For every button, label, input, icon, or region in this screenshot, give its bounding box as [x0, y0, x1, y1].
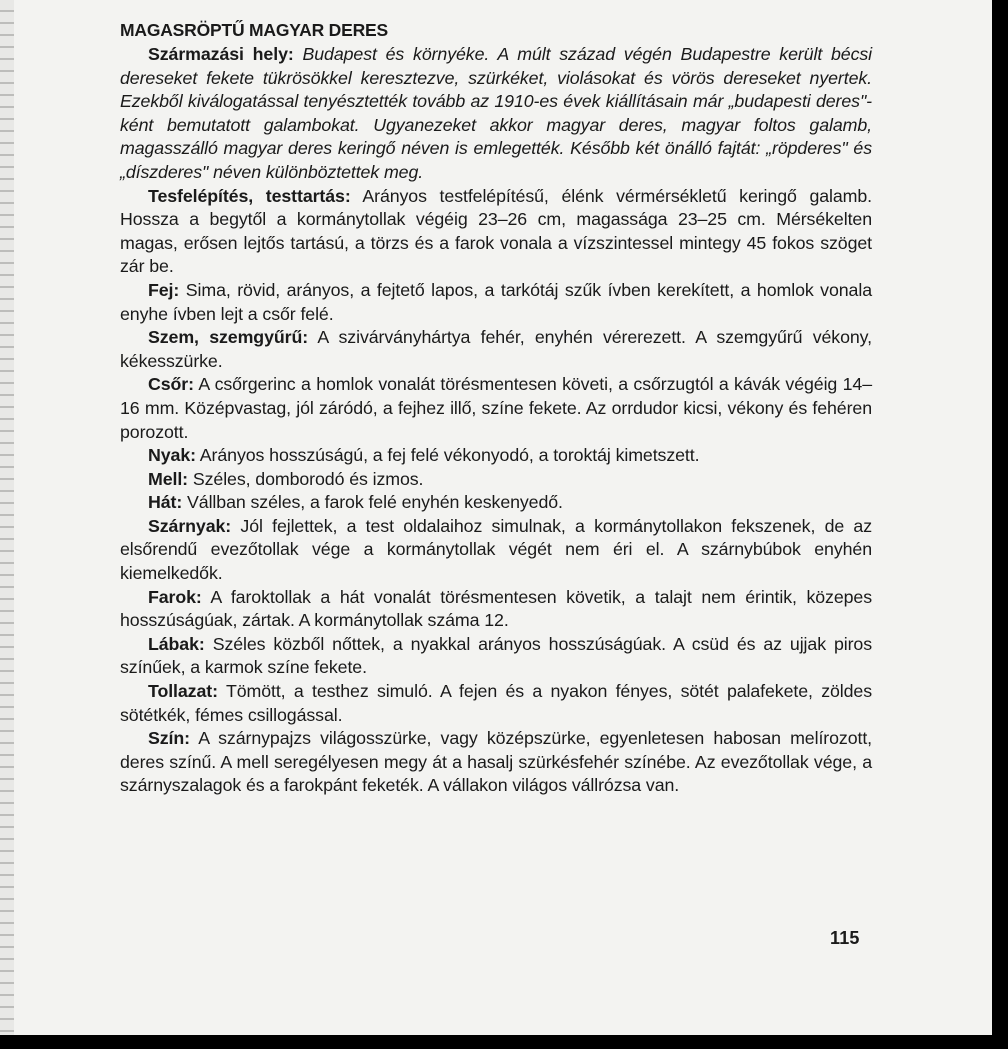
section-label: Tesfelépítés, testtartás: [148, 185, 351, 206]
section-label: Hát: [148, 492, 183, 513]
section-text: Jól fejlettek, a test oldalaihoz simulnak, a kormánytollakon fekszenek, de az elsőrendű evezőtollak vége a kormánytollak végét nem éri el. A szárnybúbok enyhén kiemelkedők. [120, 515, 873, 584]
section-label: Csőr: [148, 374, 194, 395]
section-label: Mell: [148, 468, 189, 489]
section-text: Széles közből nőttek, a nyakkal arányos hosszúságúak. A csüd és az ujjak piros színűek, a karmok színe fekete. [120, 633, 872, 678]
section-text: Arányos testfelépítésű, élénk vérmérsékletű keringő galamb. Hossza a begytől a kormánytollak végéig 23–26 cm, magassága 23–25 cm. Mérsékelten magas, erősen lejtős tartású, a törzs és a farok vonala a vízszintessel mintegy 45 fokos szöget zár be. [120, 185, 873, 277]
scan-right-edge [992, 0, 1008, 1049]
section-neck [120, 444, 872, 468]
section-label: Szín: [148, 728, 190, 749]
section-label: Szárnyak: [148, 515, 232, 536]
section-text: Tömött, a testhez simuló. A fejen és a nyakon fényes, sötét palafekete, zöldes sötétkék, fémes csillogással. [120, 681, 872, 725]
section-body-structure [120, 185, 872, 279]
section-beak [120, 373, 872, 444]
section-eye [120, 326, 872, 373]
section-text: A faroktollak a hát vonalát törésmentesen követik, a talajt nem érintik, közepes hosszúságúak, zártak. A kormánytollak száma 12. [120, 586, 873, 631]
section-wings [120, 515, 872, 586]
section-label: Farok: [148, 586, 202, 607]
section-label: Szem, szemgyűrű: [148, 327, 309, 348]
section-text: A szárnypajzs világosszürke, vagy középszürke, egyenletesen habosan melírozott, deres színű. A mell seregélyesen megy át a hasalj szürkésfehér színébe. Az evezőtollak vége, a szárnyszalagok és a farokpánt feketék. A vállakon világos vállrózsa van. [120, 728, 873, 796]
section-label: Származási hely: [148, 44, 294, 64]
page-number: 115 [830, 928, 860, 948]
section-legs [120, 633, 872, 680]
section-origin [120, 43, 872, 185]
section-head [120, 279, 872, 326]
section-back [120, 491, 872, 515]
section-breast [120, 468, 872, 492]
section-text: Arányos hosszúságú, a fej felé vékonyodó, a toroktáj kimetszett. [199, 445, 700, 466]
section-text: A szivárványhártya fehér, enyhén vérerezett. A szemgyűrű vékony, kékesszürke. [120, 327, 872, 371]
section-tail [120, 586, 872, 633]
section-text: Budapest és környéke. A múlt század végén Budapestre került bécsi dereseket fekete tükrösökkel keresztezve, szürkéket, violásokat és vörös dereseket nyertek. Ezekből kiválogatással tenyésztették tovább az 1910-es évek kiállításain már „budapesti deres"-ként bemutatott galambokat. Ugyanezeket akkor magyar deres, magyar foltos galamb, magasszálló magyar deres keringő néven is emlegették. Később két önálló fajtát: „röpderes" és „díszderes" néven különböztettek meg. [120, 44, 873, 182]
section-text: A csőrgerinc a homlok vonalát törésmentesen követi, a csőrzugtól a kávák végéig 14–16 mm. Középvastag, jól záródó, a fejhez illő, színe fekete. Az orrdudor kicsi, vékony és fehéren porozott. [120, 374, 872, 442]
breed-title: MAGASRÖPTŰ MAGYAR DERES [120, 20, 388, 40]
section-label: Tollazat: [148, 681, 218, 702]
scan-bottom-edge [0, 1035, 1008, 1049]
section-text: Széles, domborodó és izmos. [192, 468, 424, 489]
scan-left-edge [0, 0, 14, 1049]
section-label: Lábak: [148, 633, 205, 654]
section-text: Vállban széles, a farok felé enyhén keskenyedő. [187, 492, 563, 513]
section-text: Sima, rövid, arányos, a fejtető lapos, a tarkótáj szűk ívben kerekített, a homlok vonala enyhe ívben lejt a csőr felé. [120, 279, 872, 324]
section-color [120, 727, 872, 798]
document-page [120, 18, 872, 798]
section-label: Nyak: [148, 445, 196, 466]
section-label: Fej: [148, 279, 180, 300]
section-plumage [120, 680, 872, 727]
